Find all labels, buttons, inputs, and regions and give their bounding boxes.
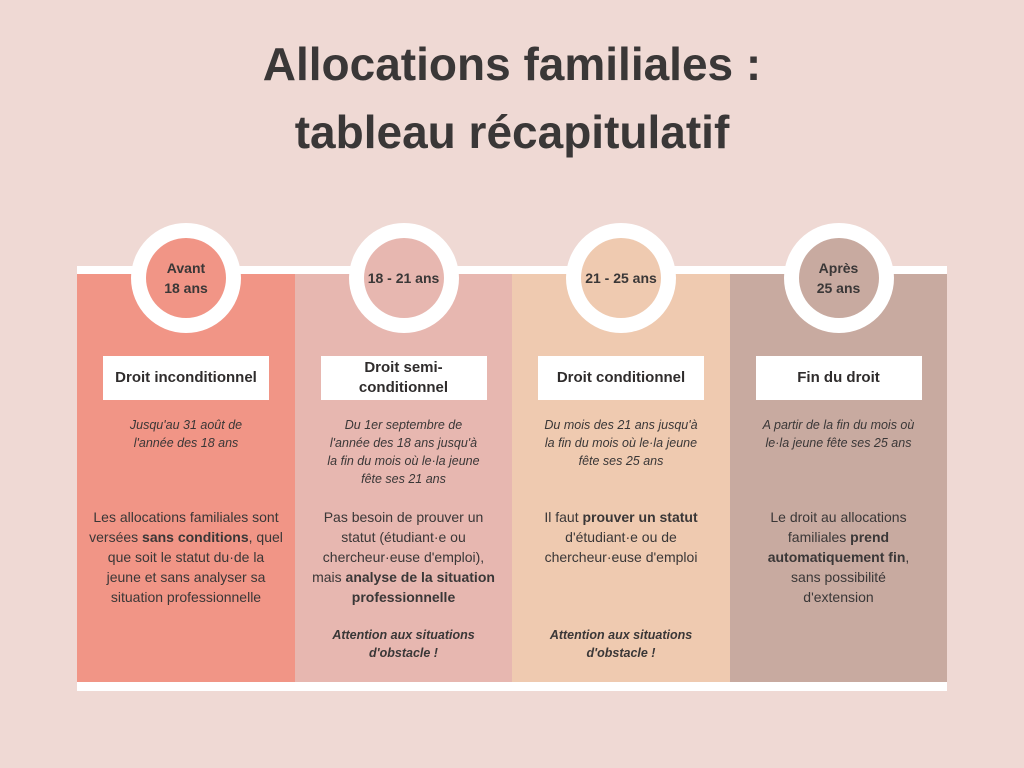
right-type-label: Droit semi- conditionnel [358, 359, 449, 396]
period-text: Du mois des 21 ans jusqu'à la fin du mois où le·la jeune fête ses 25 ans [544, 418, 698, 468]
age-circle [131, 223, 241, 333]
description-text: Il faut prouver un statut d'étudiant·e ou de chercheur·euse d'emploi [544, 509, 698, 565]
age-circle [349, 223, 459, 333]
age-badge [799, 238, 879, 318]
right-type-label: Droit conditionnel [556, 369, 686, 386]
age-label: 21 - 25 ans [585, 270, 657, 286]
column-21-25 [512, 270, 730, 682]
warning-text: Attention aux situations d'obstacle ! [549, 628, 693, 660]
right-type-box [756, 356, 922, 400]
right-type-box [103, 356, 269, 400]
column-before-18 [77, 260, 295, 682]
description-text: Le droit au allocations familiales prend automatiquement fin, sans possibilité d'extension [767, 509, 910, 605]
period-text: Jusqu'au 31 août de l'année des 18 ans [129, 418, 243, 450]
age-circle [784, 223, 894, 333]
period-text: Du 1er septembre de l'année des 18 ans jusqu'à la fin du mois où le·la jeune fête ses 21 ans [327, 418, 480, 486]
warning-text: Attention aux situations d'obstacle ! [332, 628, 475, 660]
period-text: A partir de la fin du mois où le·la jeune fête ses 25 ans [762, 418, 915, 450]
age-label: Avant 18 ans [164, 260, 208, 296]
right-type-box [538, 356, 704, 400]
column-after-25 [730, 260, 948, 682]
right-type-label: Droit inconditionnel [115, 369, 257, 386]
title-line-1: Allocations familiales : [262, 38, 762, 90]
age-badge [146, 238, 226, 318]
description-text: Les allocations familiales sont versées sans conditions, quel que soit le statut du·de la jeune et sans analyser sa situation professionnelle [89, 509, 283, 605]
summary-table [77, 260, 947, 691]
column-18-21 [295, 270, 513, 682]
right-type-label: Fin du droit [797, 369, 880, 386]
age-label: Après 25 ans [816, 260, 861, 296]
description-text: Pas besoin de prouver un statut (étudiant·e ou chercheur·euse d'emploi), mais analyse de la situation professionnelle [312, 509, 495, 605]
age-circle [566, 223, 676, 333]
right-type-box [321, 356, 487, 400]
age-badge [364, 238, 444, 318]
age-label: 18 - 21 ans [367, 270, 440, 286]
title-line-2: tableau récapitulatif [294, 106, 730, 158]
age-badge [581, 238, 661, 318]
page-title [0, 30, 1024, 166]
